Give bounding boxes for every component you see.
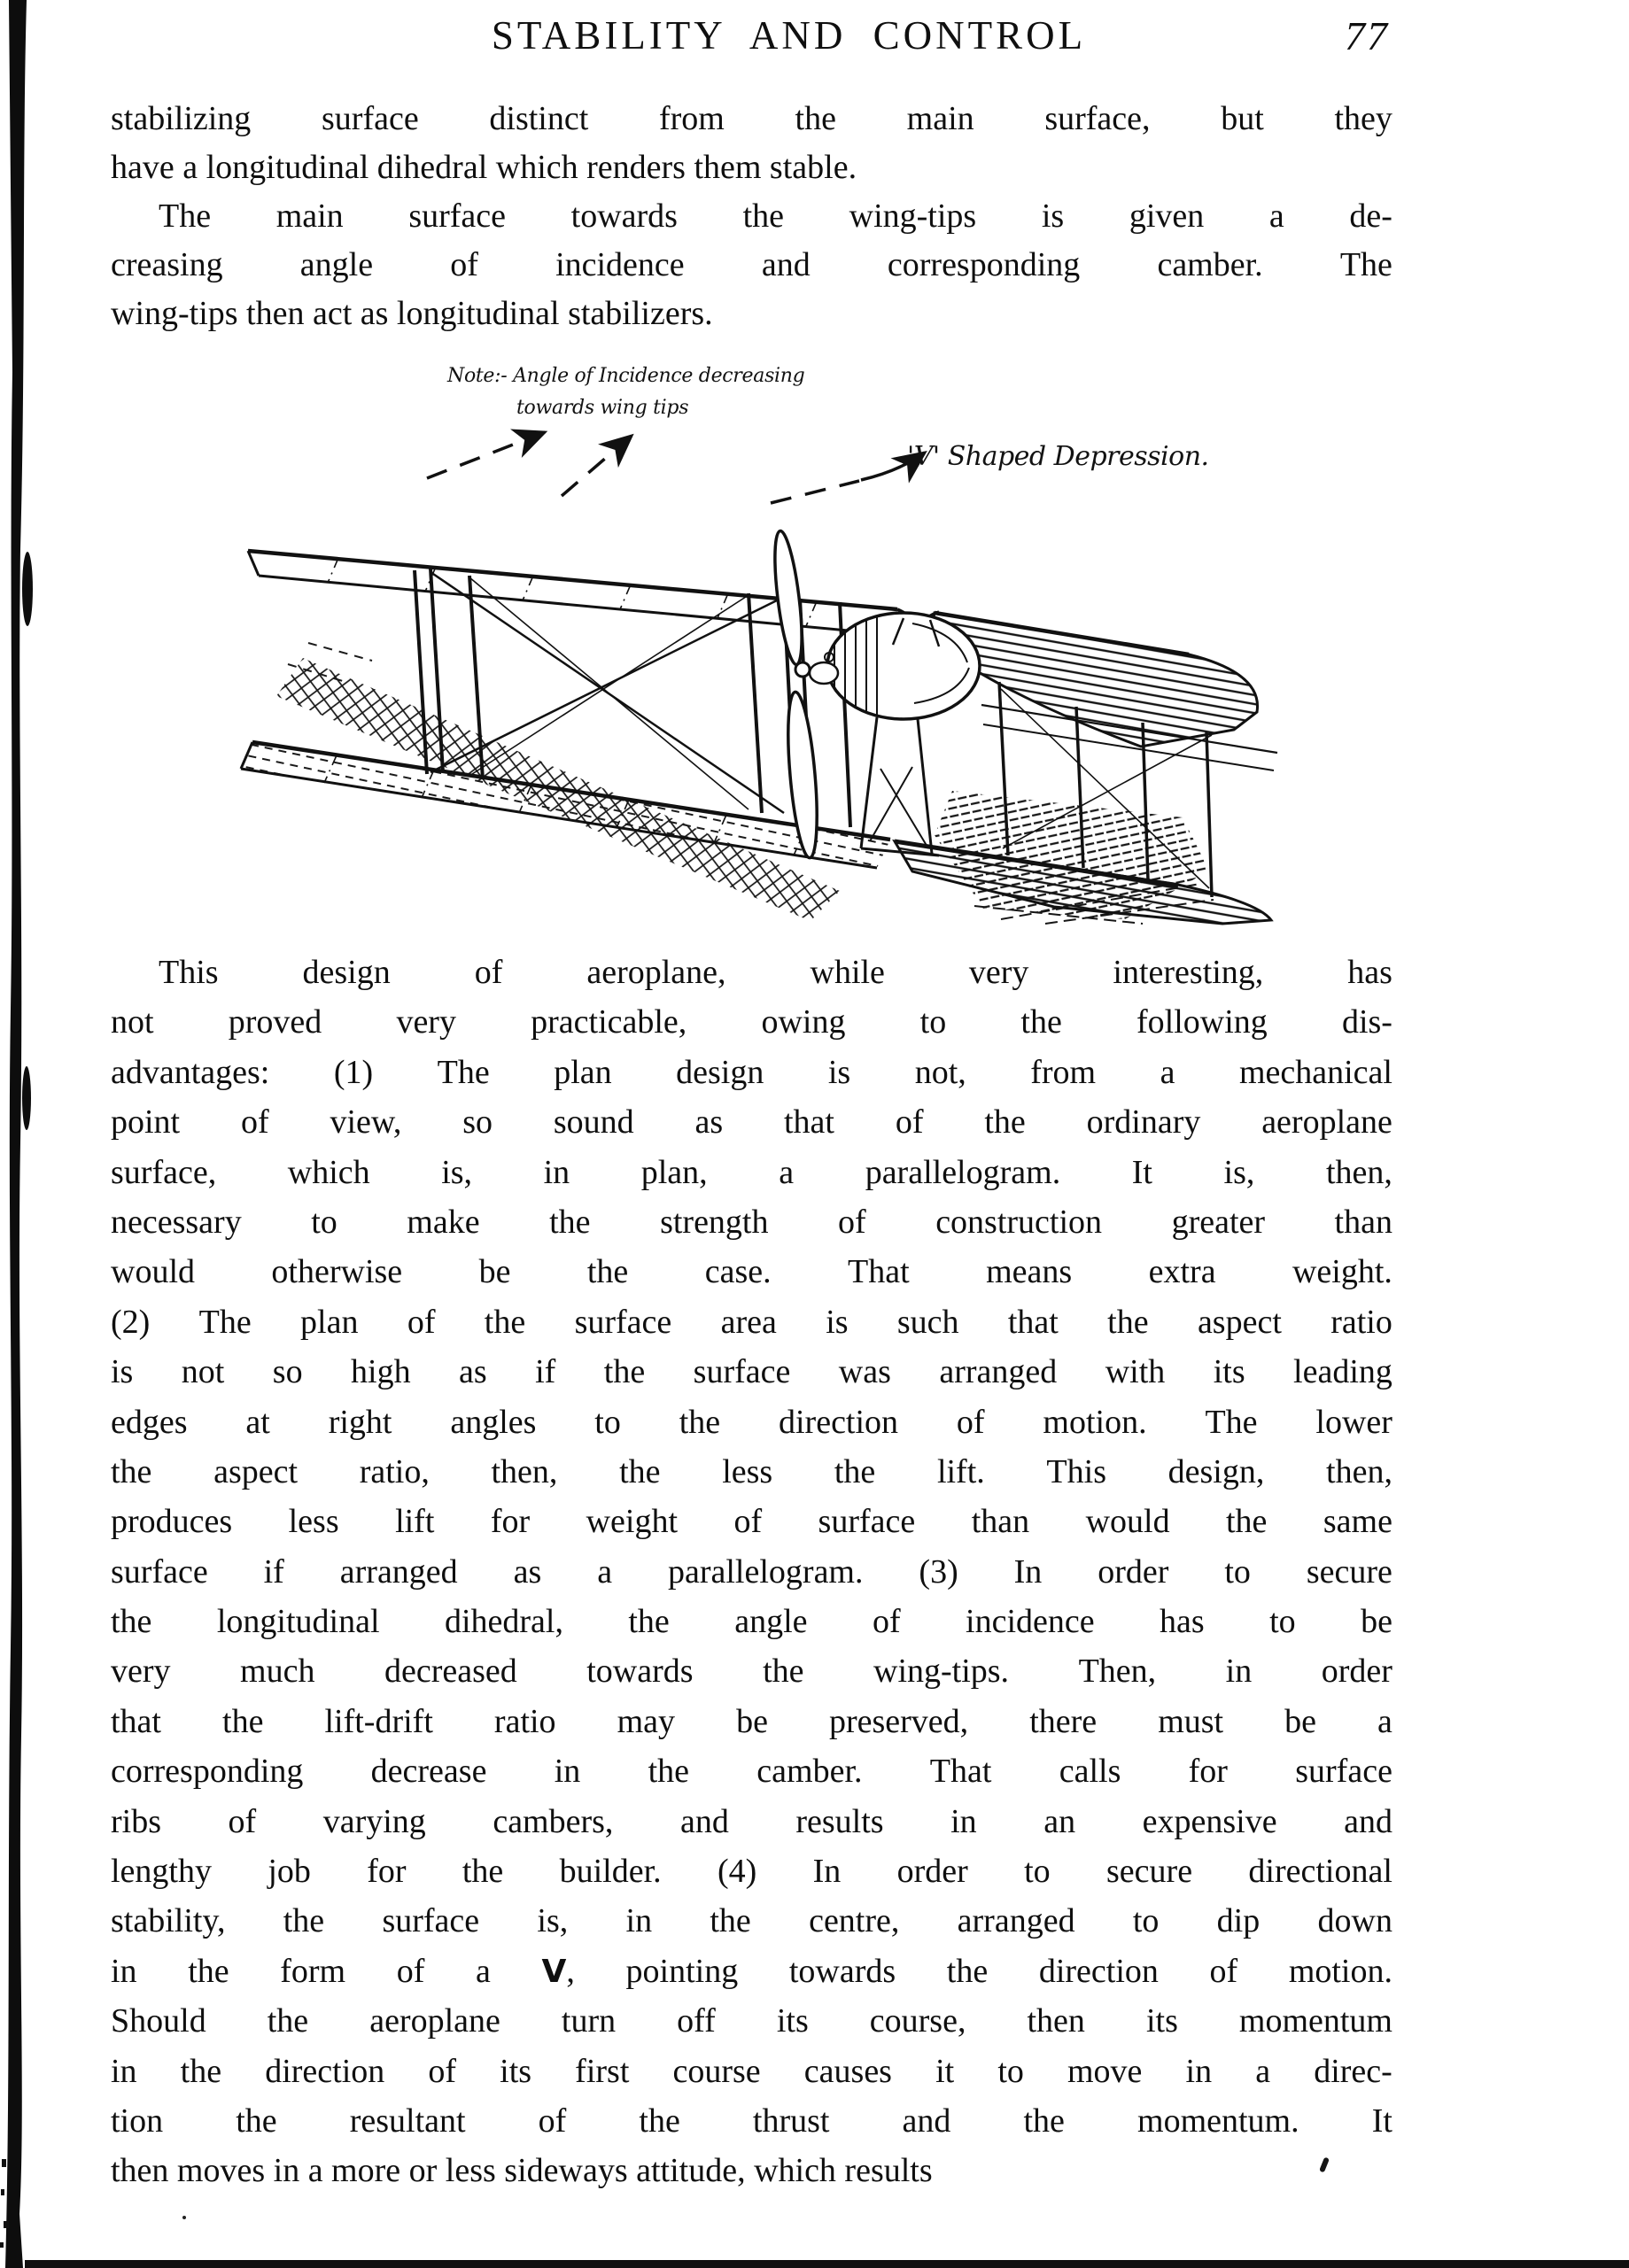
figure-note-label: towards wing tips <box>516 397 689 419</box>
biplane-illustration <box>204 352 1293 925</box>
text-line: not proved very practicable, owing to the following dis- <box>111 1003 1392 1041</box>
text-line: necessary to make the strength of construction greater than <box>111 1203 1392 1241</box>
text-line: edges at right angles to the direction of motion. The lower <box>111 1403 1392 1441</box>
text-line: very much decreased towards the wing-tips. Then, in order <box>111 1653 1392 1691</box>
page-title: STABILITY AND CONTROL <box>491 13 1087 58</box>
text-line: would otherwise be the case. That means extra weight. <box>111 1253 1392 1291</box>
text-line: produces less lift for weight of surface than would the same <box>111 1503 1392 1541</box>
text-line: have a longitudinal dihedral which renders them stable. <box>111 149 857 186</box>
text-line: surface, which is, in plan, a parallelogram. It is, then, <box>111 1153 1392 1191</box>
text-line: ribs of varying cambers, and results in an expensive and <box>111 1802 1392 1840</box>
aeroplane-figure <box>0 352 1629 937</box>
text-line: then moves in a more or less sideways attitude, which results <box>111 2152 933 2190</box>
text-line: the longitudinal dihedral, the angle of incidence has to be <box>111 1603 1392 1641</box>
text-line: stability, the surface is, in the centre, arranged to dip down <box>111 1902 1392 1940</box>
text-line: surface if arranged as a parallelogram. (3) In order to secure <box>111 1552 1392 1591</box>
text-line: creasing angle of incidence and corresponding camber. The <box>111 246 1392 283</box>
text-line: that the lift-drift ratio may be preserved, there must be a <box>111 1702 1392 1740</box>
text-line: wing-tips then act as longitudinal stabilizers. <box>111 295 713 332</box>
text-line: point of view, so sound as that of the ordinary aeroplane <box>111 1103 1392 1142</box>
ink-speck <box>182 2216 186 2219</box>
text-line: The main surface towards the wing-tips is given a de- <box>159 197 1392 235</box>
body-paragraphs <box>111 953 1392 2202</box>
intro-paragraphs <box>111 99 1392 343</box>
text-line: Should the aeroplane turn off its course, then its momentum <box>111 2002 1392 2040</box>
top-wing-right <box>930 613 1258 747</box>
text-line: This design of aeroplane, while very interesting, has <box>159 954 1392 991</box>
page-bottom-edge <box>25 2260 1629 2268</box>
text-line: (2) The plan of the surface area is such that the aspect ratio <box>111 1303 1392 1341</box>
text-line: tion the resultant of the thrust and the momentum. It <box>111 2102 1392 2140</box>
binding-shadow-strip <box>0 0 39 2268</box>
text-line: is not so high as if the surface was arranged with its leading <box>111 1353 1392 1391</box>
text-line: stabilizing surface distinct from the main surface, but they <box>111 100 1392 137</box>
top-wing-left <box>248 551 943 641</box>
figure-v-depression-label: 'V' Shaped Depression. <box>907 441 1209 472</box>
figure-note-label: Note:- Angle of Incidence decreasing <box>447 365 805 387</box>
text-line: advantages: (1) The plan design is not, from a mechanical <box>111 1053 1392 1091</box>
text-line: in the direction of its first course causes it to move in a direc- <box>111 2052 1392 2090</box>
text-line: lengthy job for the builder. (4) In order to secure directional <box>111 1853 1392 1891</box>
text-line: corresponding decrease in the camber. That calls for surface <box>111 1753 1392 1791</box>
running-header <box>111 12 1392 83</box>
page-number: 77 <box>1345 13 1389 58</box>
text-line: in the form of a V, pointing towards the direction of motion. <box>111 1952 1392 1990</box>
text-line: the aspect ratio, then, the less the lift. This design, then, <box>111 1452 1392 1490</box>
